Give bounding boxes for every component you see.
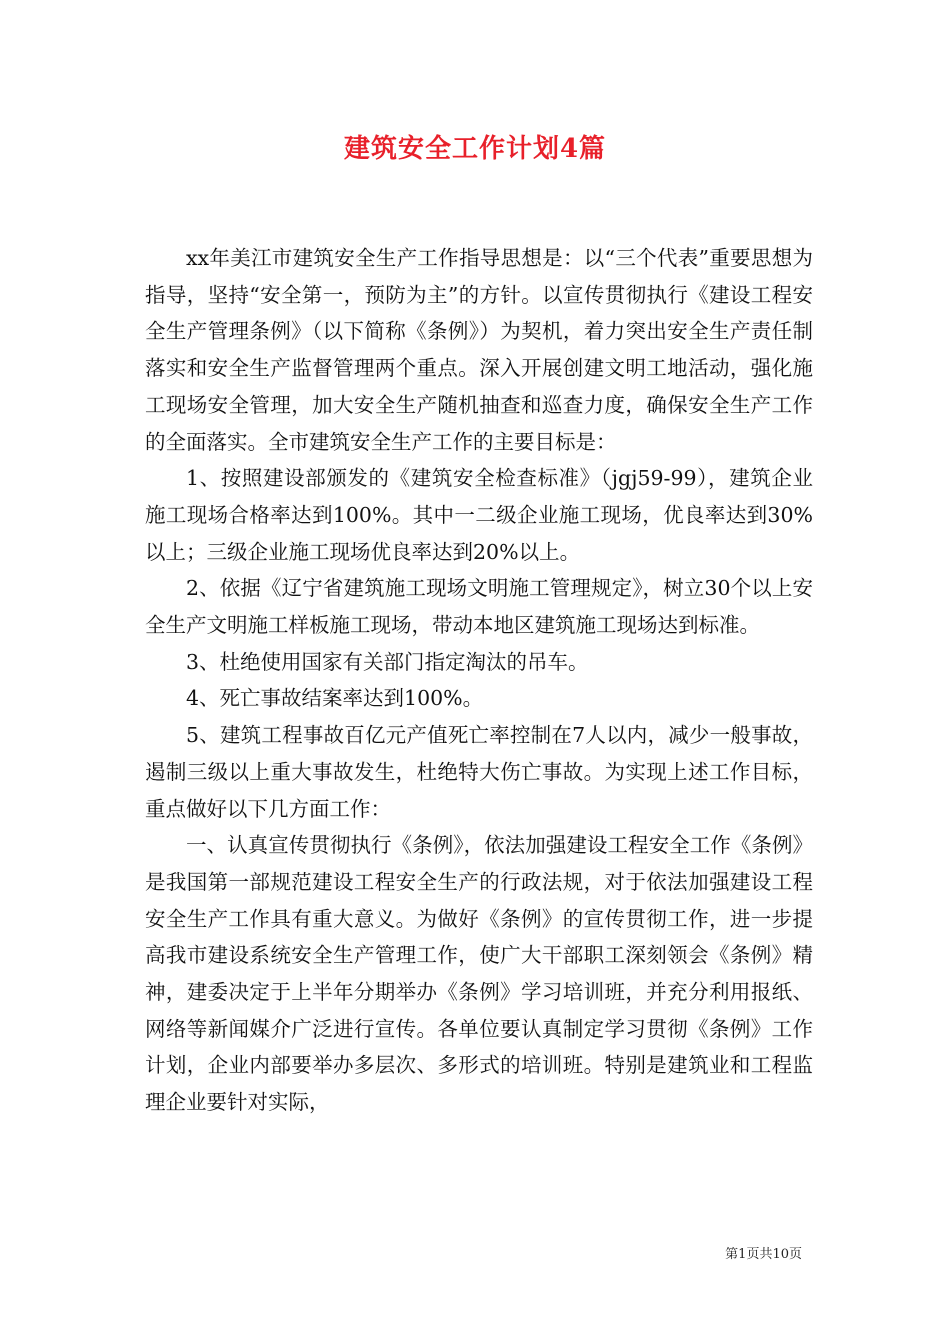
- paragraph-intro: xx年美江市建筑安全生产工作指导思想是：以“三个代表”重要思想为指导，坚持“安全第一，预防为主”的方针。以宣传贯彻执行《建设工程安全生产管理条例》（以下简称《条例》）为契机，着力突出安全生产责任制落实和安全生产监督管理两个重点。深入开展创建文明工地活动，强化施工现场安全管理，加大安全生产随机抽查和巡查力度，确保安全生产工作的全面落实。全市建筑安全生产工作的主要目标是：: [145, 246, 813, 454]
- paragraph-goal-5: 5、建筑工程事故百亿元产值死亡率控制在7人以内，减少一般事故，遏制三级以上重大事故发生，杜绝特大伤亡事故。为实现上述工作目标，重点做好以下几方面工作：: [145, 723, 813, 821]
- document-title: 建筑安全工作计划4篇: [343, 134, 607, 164]
- paragraph-goal-4: 4、死亡事故结案率达到100%。: [186, 686, 484, 711]
- page-number-footer: 第1页共10页: [725, 1247, 802, 1262]
- paragraph-goal-1: 1、按照建设部颁发的《建筑安全检查标准》（jgj59-99），建筑企业施工现场合格率达到100%。其中一二级企业施工现场，优良率达到30%以上；三级企业施工现场优良率达到20%以上。: [145, 466, 813, 564]
- paragraph-goal-2: 2、依据《辽宁省建筑施工现场文明施工管理规定》，树立30个以上安全生产文明施工样板施工现场，带动本地区建筑施工现场达到标准。: [145, 576, 813, 638]
- paragraph-section-1: 一、认真宣传贯彻执行《条例》，依法加强建设工程安全工作《条例》是我国第一部规范建设工程安全生产的行政法规，对于依法加强建设工程安全生产工作具有重大意义。为做好《条例》的宣传贯彻工作，进一步提高我市建设系统安全生产管理工作，使广大干部职工深刻领会《条例》精神，建委决定于上半年分期举办《条例》学习培训班，并充分利用报纸、网络等新闻媒介广泛进行宣传。各单位要认真制定学习贯彻《条例》工作计划，企业内部要举办多层次、多形式的培训班。特别是建筑业和工程监理企业要针对实际，: [145, 833, 813, 1115]
- document-body: [145, 240, 813, 1121]
- paragraph-goal-3: 3、杜绝使用国家有关部门指定淘汰的吊车。: [186, 649, 589, 674]
